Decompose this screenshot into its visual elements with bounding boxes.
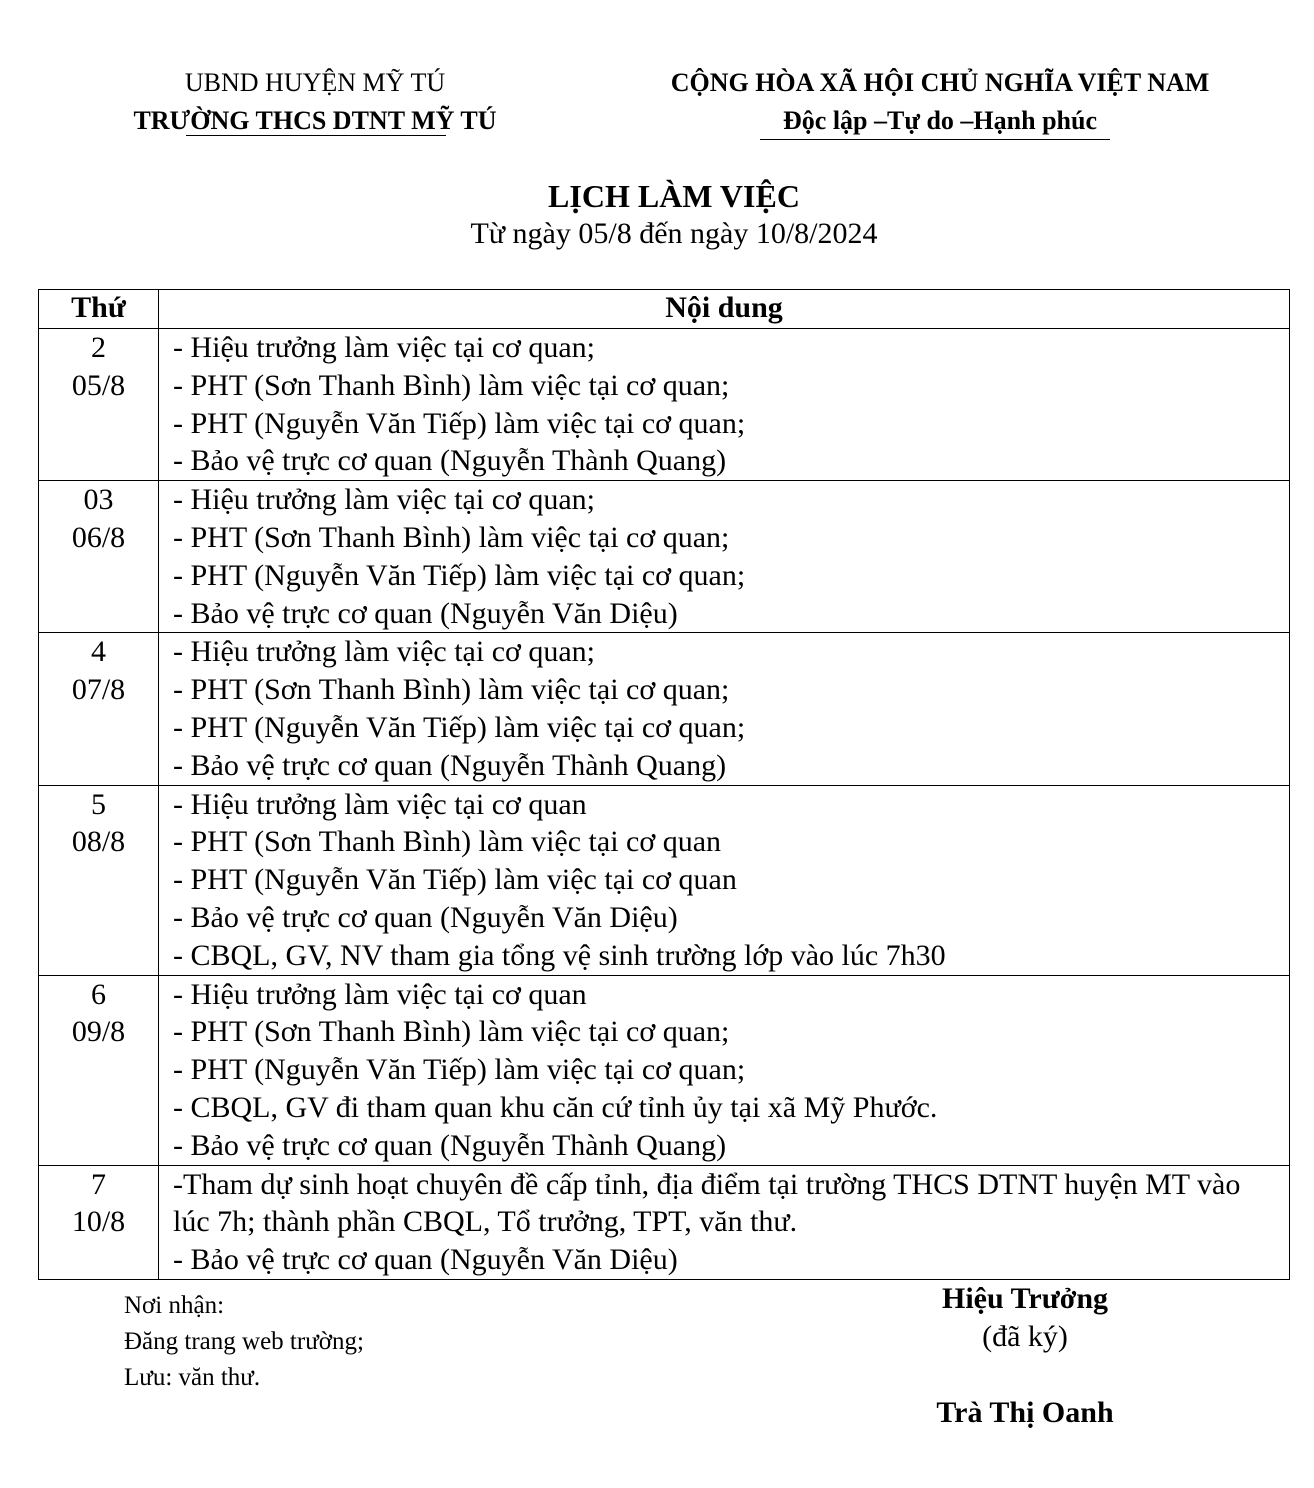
table-row [39,481,1290,633]
column-header-content: Nội dung [159,290,1290,329]
task-line: -Tham dự sinh hoạt chuyên đề cấp tỉnh, địa điểm tại trường THCS DTNT huyện MT vào lúc 7h; thành phần CBQL, Tổ trưởng, TPT, văn thư. [173,1167,1241,1239]
nation-name: CỘNG HÒA XÃ HỘI CHỦ NGHĨA VIỆT NAM [670,68,1210,97]
day-cell [39,329,159,481]
table-row [39,975,1290,1165]
content-cell [159,1165,1290,1279]
document-subtitle: Từ ngày 05/8 đến ngày 10/8/2024 [470,217,878,250]
task-line: - CBQL, GV đi tham quan khu căn cứ tỉnh ủy tại xã Mỹ Phước. [173,1090,938,1124]
task-line: - PHT (Nguyễn Văn Tiếp) làm việc tại cơ quan; [173,406,746,440]
table-row [39,785,1290,975]
task-line: - Bảo vệ trực cơ quan (Nguyễn Văn Diệu) [173,1243,678,1277]
signature-block [900,1280,1150,1432]
day-date: 05/8 [71,368,126,402]
day-number: 6 [91,977,106,1011]
day-cell [39,1165,159,1279]
national-header [620,64,1260,140]
document-title: LỊCH LÀM VIỆC [548,178,800,214]
day-cell [39,785,159,975]
task-line: - Bảo vệ trực cơ quan (Nguyễn Thành Quang) [173,444,727,478]
task-line: - Hiệu trưởng làm việc tại cơ quan; [173,635,596,669]
content-cell [159,633,1290,785]
task-line: - Hiệu trưởng làm việc tại cơ quan; [173,331,596,364]
recipient-item: Đăng trang web trường; [124,1328,364,1355]
task-line: - Hiệu trưởng làm việc tại cơ quan; [173,483,596,517]
task-line: - CBQL, GV, NV tham gia tổng vệ sinh trường lớp vào lúc 7h30 [173,938,946,972]
day-number: 5 [91,787,106,821]
day-cell [39,975,159,1165]
day-date: 06/8 [71,520,126,554]
motto-underline [760,139,1110,140]
task-line: - Bảo vệ trực cơ quan (Nguyễn Thành Quang) [173,1128,727,1162]
day-number: 2 [91,331,106,364]
recipient-item: Lưu: văn thư. [124,1364,261,1391]
content-cell [159,785,1290,975]
task-line: - Bảo vệ trực cơ quan (Nguyễn Thành Quang) [173,748,727,782]
task-line: - PHT (Nguyễn Văn Tiếp) làm việc tại cơ quan; [173,710,746,744]
day-date: 08/8 [71,825,126,859]
day-date: 07/8 [71,673,126,707]
issuing-authority [100,64,530,140]
day-number: 03 [83,483,114,517]
table-row [39,329,1290,481]
content-cell [159,329,1290,481]
day-number: 4 [91,635,106,669]
day-date: 09/8 [71,1015,126,1049]
content-cell [159,481,1290,633]
schedule-table [38,289,1290,1280]
table-header-row [39,290,1290,329]
signer-name: Trà Thị Oanh [936,1396,1114,1429]
national-motto: Độc lập –Tự do –Hạnh phúc [783,106,1097,135]
column-header-day: Thứ [39,290,159,329]
school-name: TRƯỜNG THCS DTNT MỸ TÚ [133,106,497,135]
table-row [39,633,1290,785]
task-line: - Hiệu trưởng làm việc tại cơ quan [173,977,587,1011]
signer-role: Hiệu Trưởng [941,1282,1109,1315]
task-line: - PHT (Nguyễn Văn Tiếp) làm việc tại cơ quan; [173,558,746,592]
signed-note: (đã ký) [982,1320,1068,1353]
task-line: - PHT (Sơn Thanh Bình) làm việc tại cơ quan; [173,673,730,707]
task-line: - Bảo vệ trực cơ quan (Nguyễn Văn Diệu) [173,596,678,630]
table-row [39,1165,1290,1279]
recipients-label: Nơi nhận: [124,1292,225,1319]
task-line: - PHT (Sơn Thanh Bình) làm việc tại cơ quan [173,825,722,859]
task-line: - PHT (Sơn Thanh Bình) làm việc tại cơ quan; [173,368,730,402]
school-underline [186,135,446,136]
day-number: 7 [91,1167,106,1201]
content-cell [159,975,1290,1165]
task-line: - PHT (Nguyễn Văn Tiếp) làm việc tại cơ quan [173,863,737,897]
day-cell [39,633,159,785]
day-cell [39,481,159,633]
task-line: - PHT (Sơn Thanh Bình) làm việc tại cơ quan; [173,1015,730,1049]
day-date: 10/8 [71,1205,126,1239]
task-line: - PHT (Nguyễn Văn Tiếp) làm việc tại cơ quan; [173,1053,746,1087]
recipients-block [124,1288,364,1396]
task-line: - Bảo vệ trực cơ quan (Nguyễn Văn Diệu) [173,900,678,934]
task-line: - PHT (Sơn Thanh Bình) làm việc tại cơ quan; [173,520,730,554]
org-name: UBND HUYỆN MỸ TÚ [184,68,446,97]
task-line: - Hiệu trưởng làm việc tại cơ quan [173,787,587,821]
